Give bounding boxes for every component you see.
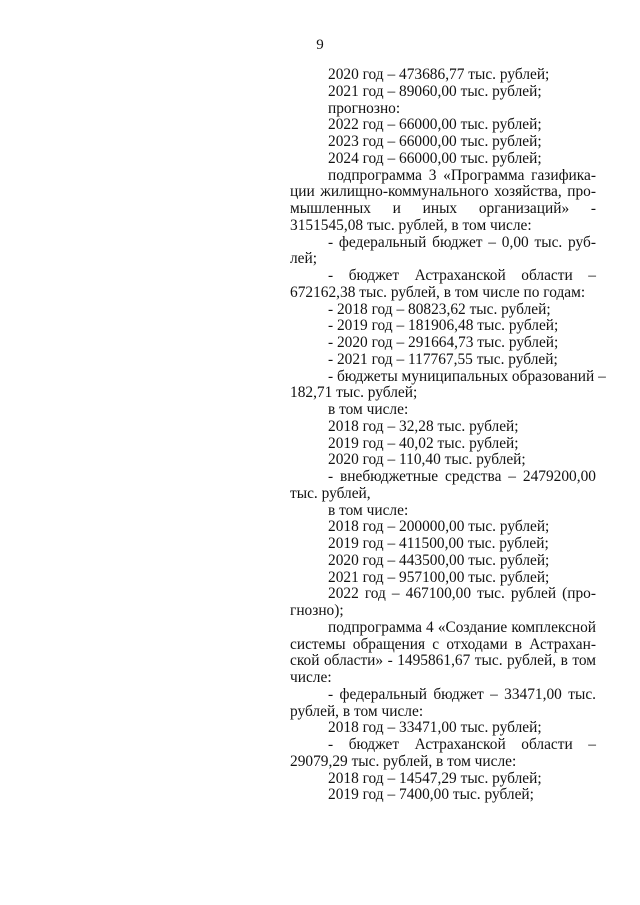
- text-line: 2018 год – 32,28 тыс. рублей;: [328, 417, 519, 435]
- text-line: 2020 год – 443500,00 тыс. рублей;: [328, 551, 550, 569]
- text-line: 2019 год – 7400,00 тыс. рублей;: [328, 786, 534, 804]
- text-line: подпрограмма 4 «Создание комплексной: [328, 618, 596, 636]
- text-line: - бюджет Астраханской области –: [328, 736, 596, 753]
- text-line: 2018 год – 200000,00 тыс. рублей;: [328, 518, 550, 536]
- text-line: - внебюджетные средства – 2479200,00: [328, 468, 596, 485]
- text-line: 2018 год – 14547,29 тыс. рублей;: [328, 769, 542, 787]
- text-line: 2021 год – 957100,00 тыс. рублей;: [328, 568, 550, 586]
- text-line: 2024 год – 66000,00 тыс. рублей;: [328, 149, 542, 167]
- text-line: - федеральный бюджет – 33471,00 тыс.: [328, 685, 596, 703]
- text-line: 2020 год – 473686,77 тыс. рублей;: [328, 66, 550, 83]
- text-line: ции жилищно-коммунального хозяйства, про-: [290, 183, 596, 201]
- text-line: 2019 год – 411500,00 тыс. рублей;: [328, 535, 549, 552]
- text-line: гнозно);: [290, 602, 344, 619]
- text-line: числе:: [290, 669, 332, 686]
- text-line: - бюджет Астраханской области –: [328, 267, 596, 284]
- text-line: тыс. рублей,: [290, 484, 371, 502]
- text-line: подпрограмма 3 «Программа газифика-: [328, 166, 596, 184]
- text-line: - 2021 год – 117767,55 тыс. рублей;: [328, 350, 558, 368]
- text-line: рублей, в том числе:: [290, 702, 424, 720]
- text-line: - 2020 год – 291664,73 тыс. рублей;: [328, 334, 559, 351]
- text-line: - 2018 год – 80823,62 тыс. рублей;: [328, 300, 551, 318]
- text-line: в том числе:: [328, 501, 409, 519]
- text-line: мышленных и иных организаций» -: [290, 200, 596, 217]
- text-line: 2019 год – 40,02 тыс. рублей;: [328, 434, 519, 452]
- text-line: в том числе:: [328, 401, 409, 418]
- text-line: лей;: [290, 250, 318, 268]
- text-line: 2020 год – 110,40 тыс. рублей;: [328, 451, 526, 469]
- text-line: 2021 год – 89060,00 тыс. рублей;: [328, 82, 542, 100]
- text-column: [290, 66, 606, 804]
- text-line: прогнозно:: [328, 99, 401, 117]
- text-line: - бюджеты муниципальных образований –: [328, 367, 606, 385]
- text-line: системы обращения с отходами в Астрахан-: [290, 635, 596, 653]
- text-line: 3151545,08 тыс. рублей, в том числе:: [290, 216, 532, 234]
- text-line: 2022 год – 467100,00 тыс. рублей (про-: [328, 585, 596, 603]
- text-line: 672162,38 тыс. рублей, в том числе по годам:: [290, 283, 586, 301]
- text-line: - 2019 год – 181906,48 тыс. рублей;: [328, 317, 559, 335]
- text-line: 2023 год – 66000,00 тыс. рублей;: [328, 133, 542, 150]
- text-line: 182,71 тыс. рублей;: [290, 384, 418, 402]
- text-line: ской области» - 1495861,67 тыс. рублей, в том: [290, 652, 596, 670]
- text-line: 2018 год – 33471,00 тыс. рублей;: [328, 719, 542, 737]
- text-line: - федеральный бюджет – 0,00 тыс. руб-: [328, 233, 596, 251]
- text-line: 2022 год – 66000,00 тыс. рублей;: [328, 116, 542, 134]
- page-number: 9: [316, 37, 324, 53]
- text-line: 29079,29 тыс. рублей, в том числе:: [290, 752, 517, 770]
